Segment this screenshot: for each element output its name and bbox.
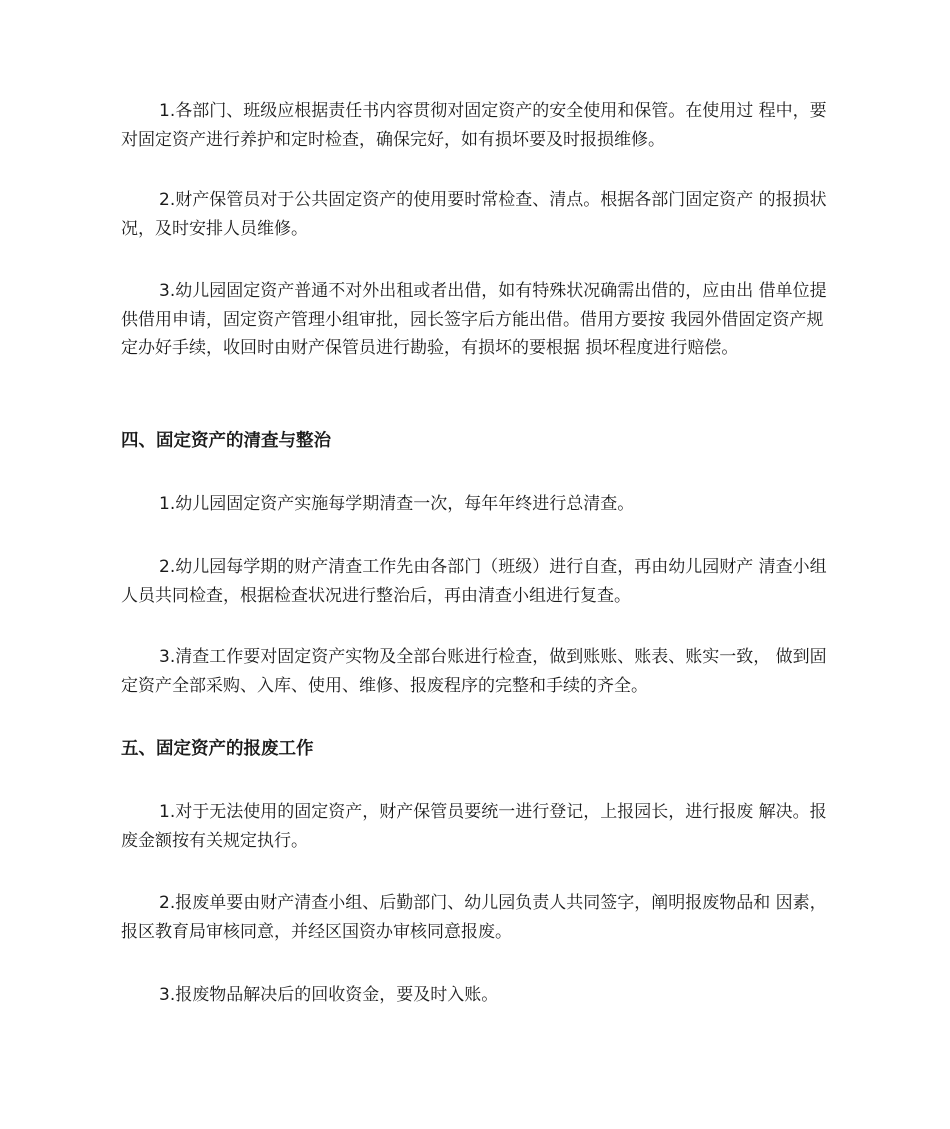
section4-paragraph-1	[121, 490, 836, 519]
section4-paragraph-2	[121, 553, 836, 610]
paragraph-text: 3.清查工作要对固定资产实物及全部台账进行检查，做到账账、账表、账实一致， 做到固定资产全部采购、入库、使用、维修、报废程序的完整和手续的齐全。	[121, 647, 827, 696]
section5-paragraph-1	[121, 798, 836, 855]
paragraph-text: 2.幼儿园每学期的财产清查工作先由各部门（班级）进行自查，再由幼儿园财产 清查小组人员共同检查，根据检查状况进行整治后，再由清查小组进行复查。	[121, 557, 827, 606]
section4-heading-block	[121, 427, 836, 455]
section3-paragraph-3	[121, 277, 836, 363]
section3-paragraph-1	[121, 97, 836, 154]
paragraph-text: 3.报废物品解决后的回收资金，要及时入账。	[159, 985, 499, 1005]
section-heading: 五、固定资产的报废工作	[121, 739, 314, 759]
section5-heading-block	[121, 735, 836, 763]
paragraph-text: 1.各部门、班级应根据责任书内容贯彻对固定资产的安全使用和保管。在使用过 程中，要对固定资产进行养护和定时检查，确保完好，如有损坏要及时报损维修。	[121, 101, 827, 150]
section4-paragraph-3	[121, 643, 836, 700]
section5-paragraph-3	[121, 981, 836, 1010]
section-heading: 四、固定资产的清查与整治	[121, 431, 331, 451]
section5-paragraph-2	[121, 889, 836, 946]
paragraph-text: 3.幼儿园固定资产普通不对外出租或者出借，如有特殊状况确需出借的，应由出 借单位提供借用申请，固定资产管理小组审批，园长签字后方能出借。借用方要按 我园外借固定资产规定办好手续，收回时由财产保管员进行勘验，有损坏的要根据 损坏程度进行赔偿。	[121, 281, 827, 358]
paragraph-text: 2.财产保管员对于公共固定资产的使用要时常检查、清点。根据各部门固定资产 的报损状况，及时安排人员维修。	[121, 190, 827, 239]
paragraph-text: 1.幼儿园固定资产实施每学期清查一次，每年年终进行总清查。	[159, 494, 635, 514]
paragraph-text: 2.报废单要由财产清查小组、后勤部门、幼儿园负责人共同签字，阐明报废物品和 因素，报区教育局审核同意，并经区国资办审核同意报废。	[121, 893, 827, 942]
section3-paragraph-2	[121, 186, 836, 243]
paragraph-text: 1.对于无法使用的固定资产，财产保管员要统一进行登记，上报园长，进行报废 解决。报废金额按有关规定执行。	[121, 802, 827, 851]
